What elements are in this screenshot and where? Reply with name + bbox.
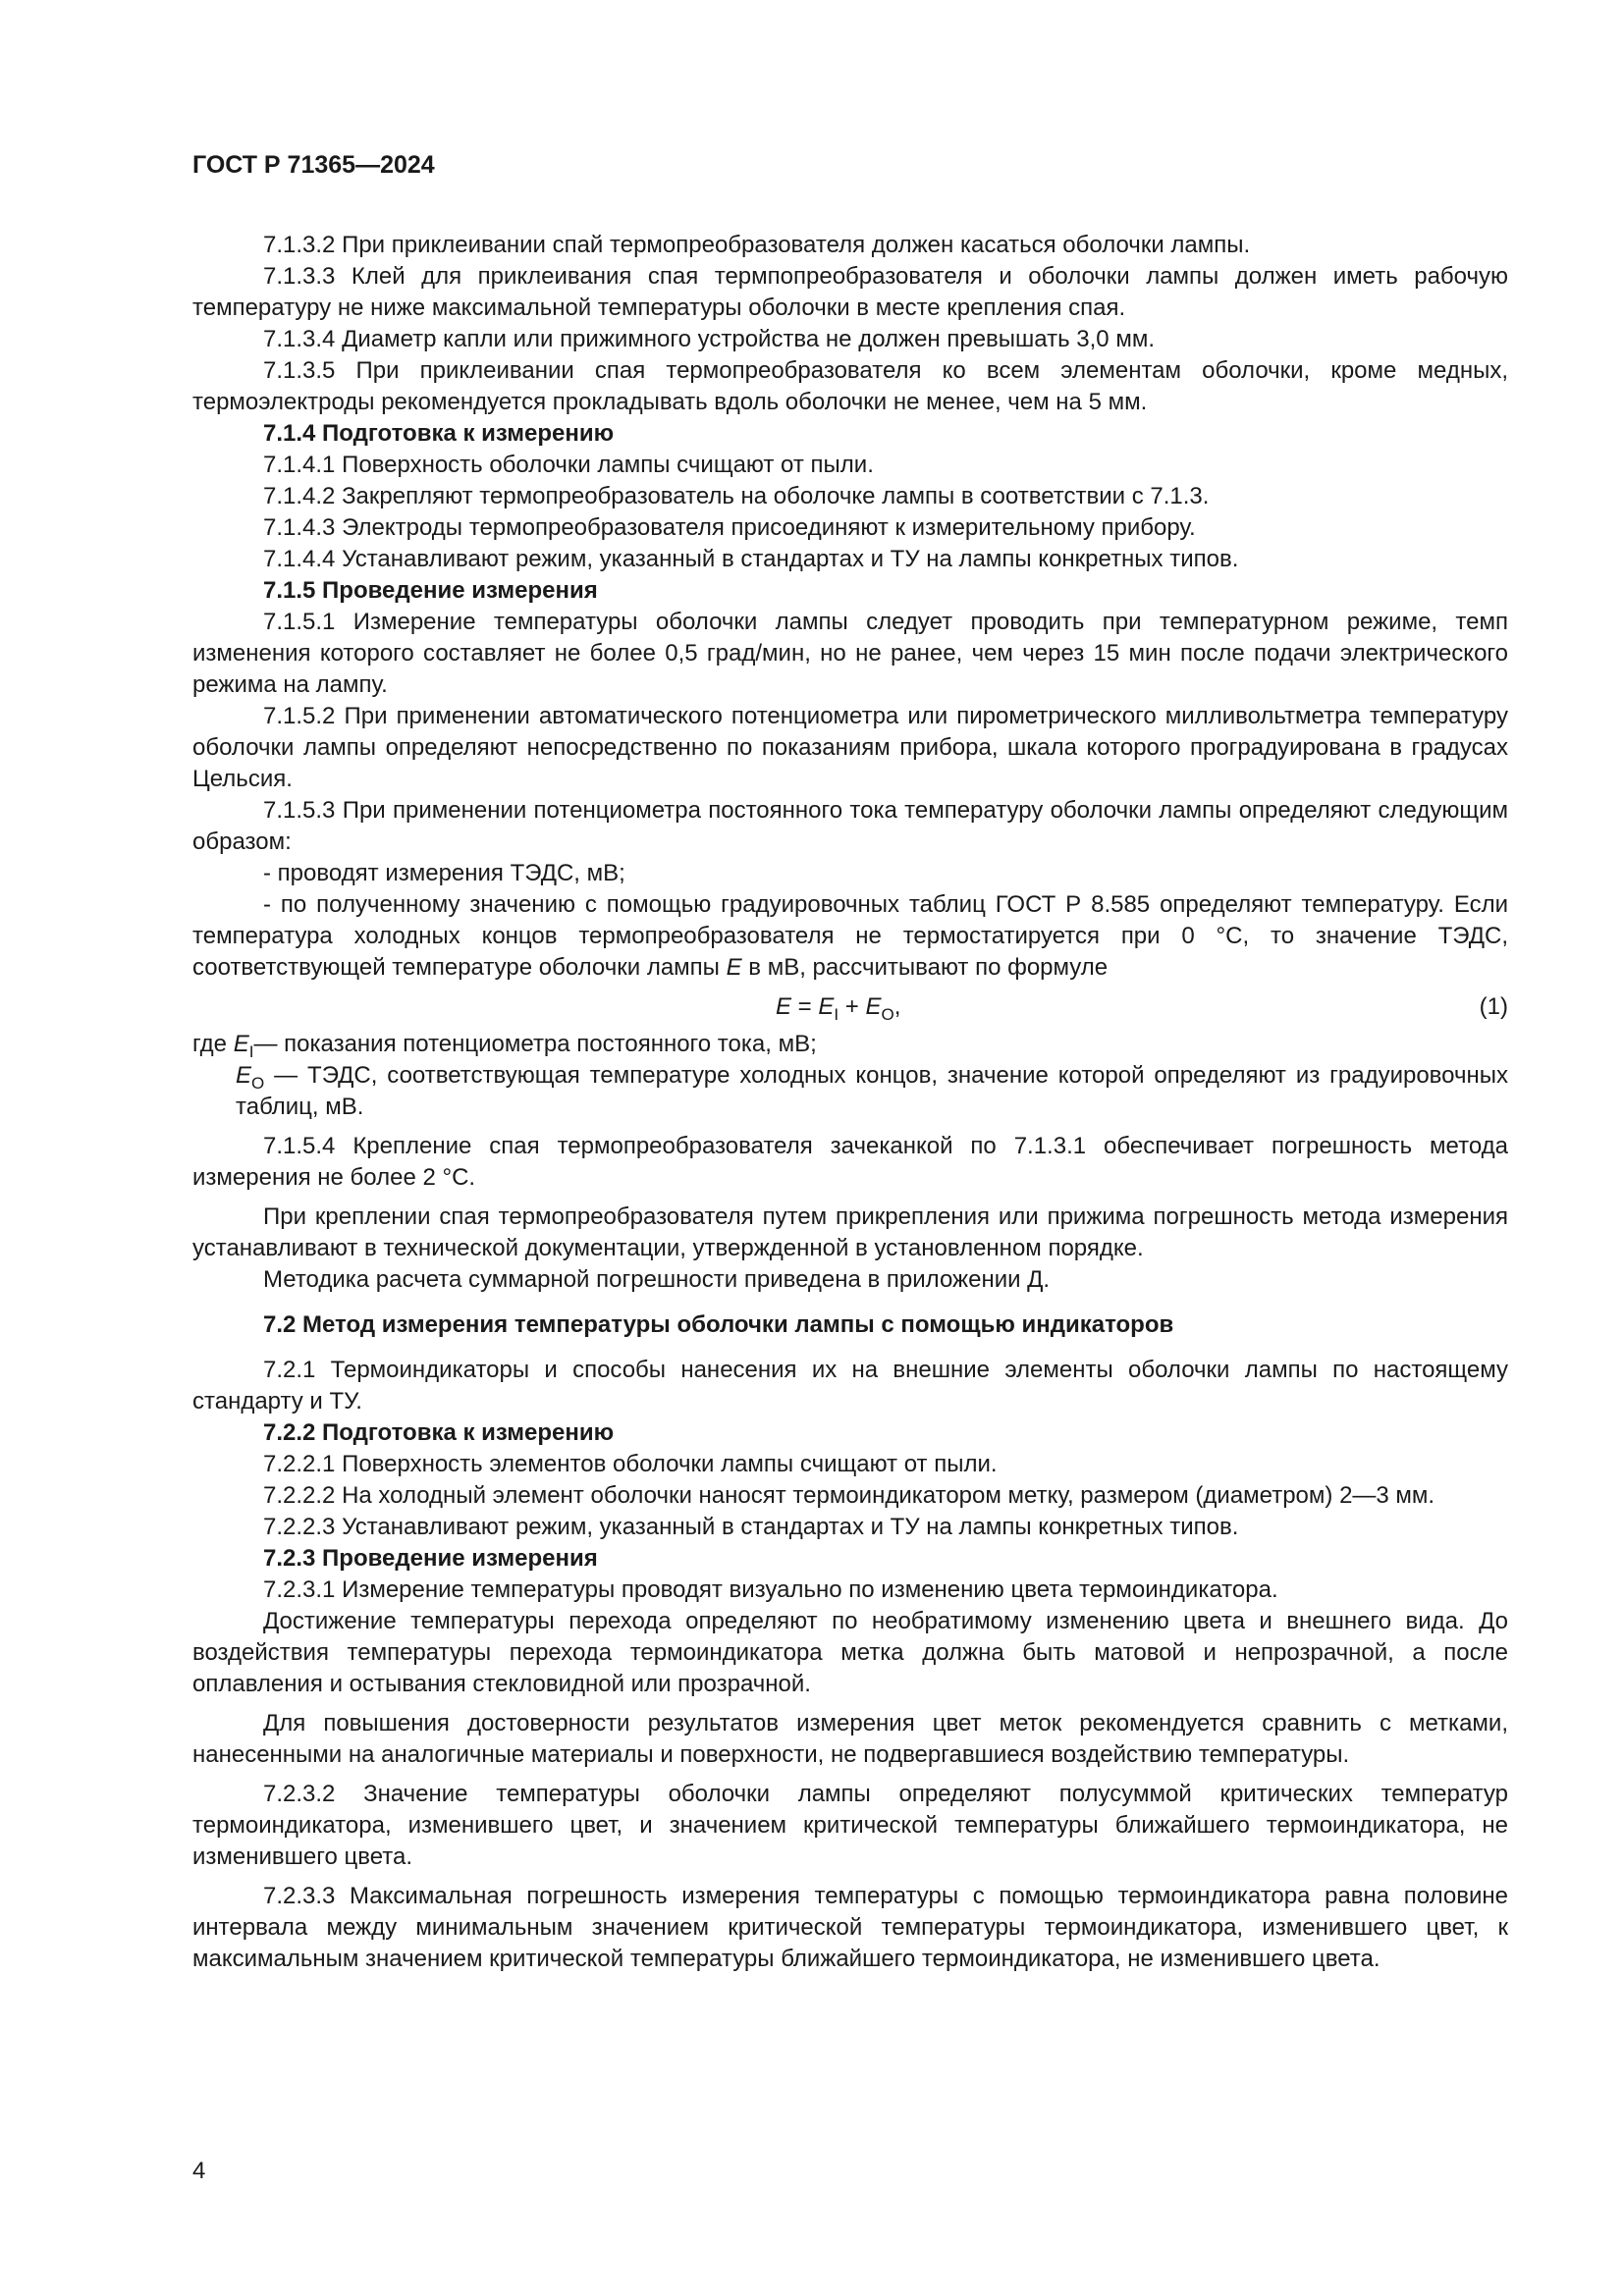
where-var-2: E xyxy=(236,1062,252,1089)
formula-plus: + xyxy=(839,993,866,1020)
paragraph-7-1-3-2: 7.1.3.2 При приклеивании спай термопреобразователя должен касаться оболочки лампы. xyxy=(263,232,1251,258)
document-number-header: ГОСТ Р 71365—2024 xyxy=(192,151,435,179)
where-desc-1: — показания потенциометра постоянного тока, мВ; xyxy=(253,1031,817,1057)
paragraph-7-1-4-3: 7.1.4.3 Электроды термопреобразователя присоединяют к измерительному прибору. xyxy=(263,514,1196,541)
variable-e: E xyxy=(726,954,742,981)
paragraph-7-1-5-4: 7.1.5.4 Крепление спая термопреобразователя зачеканкой по 7.1.3.1 обеспечивает погрешность метода измерения не более 2 °С. xyxy=(192,1133,1508,1191)
paragraph-7-1-3-3: 7.1.3.3 Клей для приклеивания спая термпопреобразователя и оболочки лампы должен иметь рабочую температуру не ниже максимальной температуры оболочки в месте крепления спая. xyxy=(192,263,1508,321)
paragraph-7-2-3-1-b: Достижение температуры перехода определяют по необратимому изменению цвета и внешнего вида. До воздействия температуры перехода термоиндикатора метка должна быть матовой и непрозрачной, а после оплавления и остывания стекловидной или прозрачной. xyxy=(192,1608,1508,1697)
paragraph-7-2-2-1: 7.2.2.1 Поверхность элементов оболочки лампы счищают от пыли. xyxy=(263,1451,998,1477)
where-row-2 xyxy=(192,1060,1508,1123)
paragraph-7-2-3-1-c: Для повышения достоверности результатов измерения цвет меток рекомендуется сравнить с метками, нанесенными на аналогичные материалы и поверхности, не подвергавшиеся воздействию температуры. xyxy=(192,1710,1508,1768)
formula-number: (1) xyxy=(1479,993,1508,1020)
where-clause xyxy=(192,1029,1508,1123)
page-body xyxy=(192,230,1508,1975)
paragraph-7-1-5-2: 7.1.5.2 При применении автоматического потенциометра или пирометрического милливольтметра температуру оболочки лампы определяют непосредственно по показаниям прибора, шкала которого проградуирована в градусах Цельсия. xyxy=(192,703,1508,792)
where-var-1: E xyxy=(233,1031,249,1057)
dash-item-2-text: - по полученному значению с помощью градуировочных таблиц ГОСТ Р 8.585 определяют температуру. Если температура холодных концов термопреобразователя не термостатируется при 0 °С, то значение ТЭДС, соответствующей температуре оболочки лампы xyxy=(192,891,1508,981)
formula-expression xyxy=(776,991,900,1023)
paragraph-7-2-2-3: 7.2.2.3 Устанавливают режим, указанный в стандартах и ТУ на лампы конкретных типов. xyxy=(263,1514,1239,1540)
heading-7-2-2: 7.2.2 Подготовка к измерению xyxy=(263,1419,615,1446)
paragraph-7-1-3-5: 7.1.3.5 При приклеивании спая термопреобразователя ко всем элементам оболочки, кроме медных, термоэлектроды рекомендуется прокладывать вдоль оболочки не менее, чем на 5 мм. xyxy=(192,357,1508,415)
paragraph-7-1-5-4-c: Методика расчета суммарной погрешности приведена в приложении Д. xyxy=(263,1266,1051,1293)
paragraph-7-2-2-2: 7.2.2.2 На холодный элемент оболочки наносят термоиндикатором метку, размером (диаметром) 2—3 мм. xyxy=(263,1482,1435,1509)
paragraph-7-1-5-4-b: При креплении спая термопреобразователя путем прикрепления или прижима погрешность метода измерения устанавливают в технической документации, утвержденной в установленном порядке. xyxy=(192,1203,1508,1261)
paragraph-7-2-1: 7.2.1 Термоиндикаторы и способы нанесения их на внешние элементы оболочки лампы по настоящему стандарту и ТУ. xyxy=(192,1357,1508,1415)
heading-7-2-3: 7.2.3 Проведение измерения xyxy=(263,1545,598,1572)
paragraph-7-1-5-3: 7.1.5.3 При применении потенциометра постоянного тока температуру оболочки лампы определяют следующим образом: xyxy=(192,797,1508,855)
page-number: 4 xyxy=(192,2158,206,2184)
formula-eq: = xyxy=(791,993,819,1020)
paragraph-7-1-4-2: 7.1.4.2 Закрепляют термопреобразователь на оболочке лампы в соответствии с 7.1.3. xyxy=(263,483,1210,509)
where-desc-2: — ТЭДС, соответствующая температуре холодных концов, значение которой определяют из градуировочных таблиц, мВ. xyxy=(236,1062,1508,1120)
dash-item-1: - проводят измерения ТЭДС, мВ; xyxy=(263,860,625,886)
where-sub-1: I xyxy=(248,1042,254,1061)
paragraph-7-2-3-2: 7.2.3.2 Значение температуры оболочки лампы определяют полусуммой критических температур термоиндикатора, изменившего цвет, и значением критической температуры ближайшего термоиндикатора, не изменившего цвета. xyxy=(192,1781,1508,1870)
where-desc-2-wrap xyxy=(236,1060,1508,1123)
paragraph-7-1-5-1: 7.1.5.1 Измерение температуры оболочки лампы следует проводить при температурном режиме, темп изменения которого составляет не более 0,5 град/мин, но не ранее, чем через 15 мин после подачи электрического режима на лампу. xyxy=(192,609,1508,698)
dash-item-2-tail: в мВ, рассчитывают по формуле xyxy=(741,954,1109,981)
where-term-1 xyxy=(192,1029,253,1060)
formula-term-2: E xyxy=(865,993,882,1020)
formula-term-1-sub: I xyxy=(834,1005,839,1024)
heading-7-2: 7.2 Метод измерения температуры оболочки лампы с помощью индикаторов xyxy=(263,1311,1174,1338)
paragraph-7-1-4-1: 7.1.4.1 Поверхность оболочки лампы счищают от пыли. xyxy=(263,452,874,478)
paragraph-7-1-4-4: 7.1.4.4 Устанавливают режим, указанный в стандартах и ТУ на лампы конкретных типов. xyxy=(263,546,1239,572)
dash-item-2 xyxy=(192,889,1508,984)
paragraph-7-2-3-1: 7.2.3.1 Измерение температуры проводят визуально по изменению цвета термоиндикатора. xyxy=(263,1576,1278,1603)
heading-7-1-5: 7.1.5 Проведение измерения xyxy=(263,577,598,604)
where-sub-2: O xyxy=(251,1074,265,1093)
formula-term-1: E xyxy=(818,993,835,1020)
where-row-1 xyxy=(192,1029,1508,1060)
formula-lhs: E xyxy=(776,993,792,1020)
formula-1 xyxy=(192,988,1508,1027)
formula-tail: , xyxy=(893,993,901,1020)
paragraph-7-2-3-3: 7.2.3.3 Максимальная погрешность измерения температуры с помощью термоиндикатора равна половине интервала между минимальным значением критической температуры термоиндикатора, изменившего цвет, к максимальным значением критической температуры ближайшего термоиндикатора, не изменившего цвета. xyxy=(192,1883,1508,1972)
paragraph-7-1-3-4: 7.1.3.4 Диаметр капли или прижимного устройства не должен превышать 3,0 мм. xyxy=(263,326,1155,352)
where-lead: где xyxy=(192,1031,234,1057)
heading-7-1-4: 7.1.4 Подготовка к измерению xyxy=(263,420,615,447)
formula-term-2-sub: O xyxy=(881,1005,894,1024)
